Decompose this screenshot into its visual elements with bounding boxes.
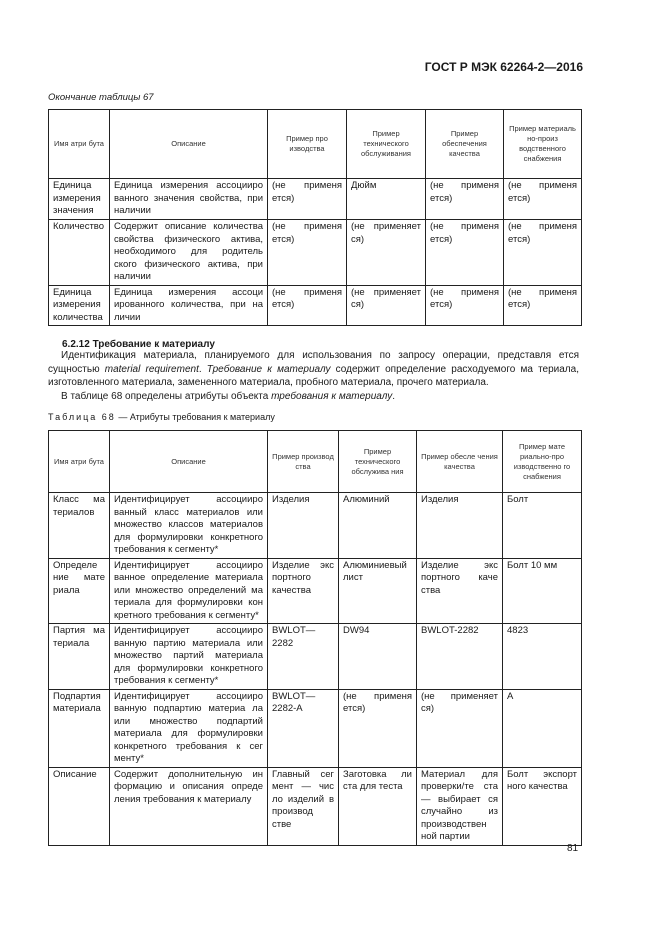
t68-cell: 4823 [503,624,582,690]
t67-cell: (не применяет ся) [347,220,426,286]
t68-cell: Определе ние мате риала [49,558,110,624]
t67-cell: Содержит описание количества свойства физического актива, необходимого для родитель ского физического актива, при наличии [110,220,268,286]
t67-h-qual: Пример обеспечения качества [426,110,504,179]
t67-cell: (не применя ется) [426,179,504,220]
t67-cell: Единица измерения ассоцииро ванного значения свойства, при наличии [110,179,268,220]
t68-h-supply: Пример мате риально-про изводственно го снабжения [503,431,582,493]
t68-cell: Подпартия материала [49,689,110,767]
table-row [49,220,582,286]
t68-cell: Идентифицирует ассоцииро ванную партию материала или множество партий материала для формулировки конкретного требования к сегменту* [110,624,268,690]
t68-cell: BWLOT—2282 [268,624,339,690]
t68-h-prod: Пример производ ства [268,431,339,493]
t68-cell: Болт 10 мм [503,558,582,624]
p1-text-b: . [198,363,207,375]
table-row [49,558,582,624]
t68-cell: Главный сег мент — чис ло изделий в производ стве [268,767,339,845]
t67-h-supply: Пример материаль но-произ водственного снабжения [504,110,582,179]
t68-cell: Изделие экс портного каче ства [417,558,503,624]
p1-text-c: содержит определение расходуемого ма териала, изготовленного материала, замененного материала, пробного материала, прочего материала. [48,363,579,388]
t67-cell: (не применя ется) [426,220,504,286]
t68-cell: (не применяет ся) [417,689,503,767]
t68-h-desc: Описание [110,431,268,493]
table-68 [48,430,582,846]
t68-cell: Идентифицирует ассоцииро ванную подпартию материа ла или множество подпартий материала для формулировки конкретного требования к сег менту* [110,689,268,767]
table68-caption [48,412,275,422]
section-paragraph-2 [48,390,579,404]
table-row [49,767,582,845]
t67-h-desc: Описание [110,110,268,179]
t68-h-maint: Пример технического обслужива ния [339,431,417,493]
t67-cell: Единица измерения значения [49,179,110,220]
t68-cell: Изделия [268,493,339,559]
p1-term-en: material requirement [104,363,199,375]
t67-h-maint: Пример технического обслуживания [347,110,426,179]
t68-cell: Материал для проверки/те ста — выбирает ся случайно из производствен ной партии [417,767,503,845]
t68-h-qual: Пример обесле чения качества [417,431,503,493]
t67-cell: Дюйм [347,179,426,220]
t68-cell: BWLOT-2282 [417,624,503,690]
table-row [49,689,582,767]
t67-cell: (не применя ется) [268,220,347,286]
p2-term: требования к материалу [271,391,393,402]
p2-text-b: . [392,391,396,402]
t67-cell: Единица измерения количества [49,285,110,326]
t68-cell: Идентифицирует ассоцииро ванный класс материалов или множество классов материалов для формулировки конкретного требования к сегменту* [110,493,268,559]
t67-cell: (не применя ется) [426,285,504,326]
t68-cell: А [503,689,582,767]
section-paragraph-1 [48,349,579,390]
t68-cell: Изделие экс портного качества [268,558,339,624]
document-id: ГОСТ Р МЭК 62264-2—2016 [424,60,583,74]
t67-cell: (не применяет ся) [347,285,426,326]
t68-cell: Партия ма териала [49,624,110,690]
t68-cell: DW94 [339,624,417,690]
table67-caption: Окончание таблицы 67 [48,92,154,103]
t67-cell: (не применя ется) [504,220,582,286]
p1-text-a: Идентификация материала, планируемого для использования по запросу операции, представля ется сущностью [48,350,579,375]
t68-cell: Класс ма териалов [49,493,110,559]
t68-cell: Изделия [417,493,503,559]
t68-cell: (не применя ется) [339,689,417,767]
page-number: 81 [567,843,579,854]
t68-cell: Описание [49,767,110,845]
table68-caption-text: — Атрибуты требования к материалу [115,412,275,422]
section-heading: 6.2.12 Требование к материалу [62,339,215,350]
table68-caption-label: Таблица 68 [48,412,116,422]
table68-header-row [49,431,582,493]
t68-cell: Болт [503,493,582,559]
t68-cell: Болт экспорт ного качества [503,767,582,845]
t67-cell: (не применя ется) [268,179,347,220]
t67-cell: (не применя ется) [504,179,582,220]
table67-header-row [49,110,582,179]
t67-cell: (не применя ется) [268,285,347,326]
t68-cell: Алюминиевый лист [339,558,417,624]
t68-cell: Заготовка ли ста для теста [339,767,417,845]
t68-cell: BWLOT— 2282-A [268,689,339,767]
t68-cell: Содержит дополнительную ин формацию и описания опреде ления требования к материалу [110,767,268,845]
t67-h-name: Имя атри бута [49,110,110,179]
t68-cell: Идентифицирует ассоцииро ванное определение материала или множество определений ма териала для формулировки кон кретного требования к сегменту* [110,558,268,624]
t68-h-name: Имя атри бута [49,431,110,493]
t67-cell: Единица измерения ассоци ированного количества, при на личии [110,285,268,326]
t67-cell: (не применя ется) [504,285,582,326]
table-row [49,493,582,559]
table-row [49,179,582,220]
t67-h-prod: Пример про изводства [268,110,347,179]
t68-cell: Алюминий [339,493,417,559]
t67-cell: Количество [49,220,110,286]
table-row [49,285,582,326]
table-row [49,624,582,690]
table-67 [48,109,582,326]
p1-term-ru: Требование к материалу [206,363,331,375]
p2-text-a: В таблице 68 определены атрибуты объекта [61,391,272,402]
